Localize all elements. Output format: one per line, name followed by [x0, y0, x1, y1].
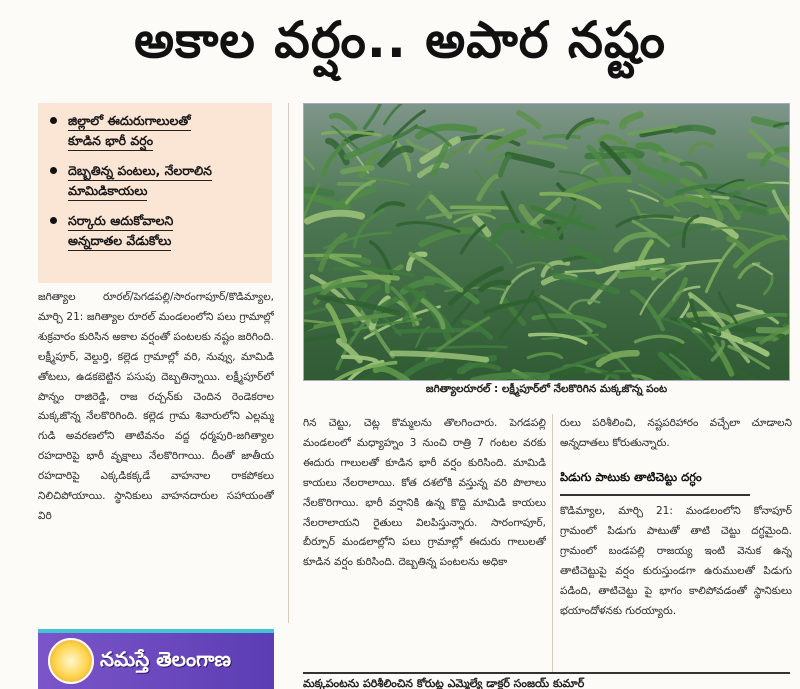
article-column-3-top: రులు పరిశీలించి, నష్టపరిహారం వచ్చేలా చూడాలని అన్నదాతలు కోరుతున్నారు.	[560, 417, 792, 449]
sub-headline-text: పిడుగు పాటుకు తాటిచెట్టు దగ్ధం	[560, 470, 702, 484]
leaf-stroke	[745, 339, 775, 341]
article-column-3-bottom: కొడిమ్యాల, మార్చి 21: మండలంలోని కోనాపూర్ గ్రామంలో పిడుగు పాటుతో తాటి చెట్టు దగ్ధమైంది. గ్రామంలో బండపల్లి రాజయ్య ఇంటి వెనుక ఉన్న తాటిచెట్టుపై వర్షం కురుస్తుండగా ఉరుములతో పిడుగు పడింది, తాటిచెట్టు పై భాగం కాలిపోవడంతో స్థానికులు భయాందోళనకు గురయ్యారు.	[560, 505, 792, 617]
article-column-2: గిన చెట్టు, చెట్ల కొమ్మలను తొలగించారు. పెగడపల్లి మండలంలో మధ్యాహ్నం 3 నుంచి రాత్రి 7 గంటల వరకు ఈదురు గాలులతో కూడిన భారీ వర్షం కురిసింది. మామిడి కాయలు నేలరాలాయి. కోత దశలోకి వస్తున్న వరి పొలాలు నేలకొరిగాయి. భారీ వర్షానికి ఉన్న కొద్ది మామిడి కాయలు నేలరాలాయని రైతులు విలపిస్తున్నారు. సారంగాపూర్, బీర్పూర్ మండలాల్లోని పలు గ్రామాల్లో ఈదురు గాలులతో కూడిన వర్షం కురిసింది. దెబ్బతిన్న పంటలను అధికా	[303, 417, 546, 569]
leaf-stroke	[545, 136, 580, 138]
column-divider	[552, 414, 553, 672]
leaf-stroke	[452, 207, 509, 208]
highlights-box	[38, 103, 272, 283]
deity-emblem-icon	[48, 638, 94, 684]
newspaper-ad-banner	[38, 629, 274, 689]
sub-headline	[560, 466, 792, 496]
page-headline: అకాల వర్షం.. అపార నష్టం	[134, 10, 666, 69]
next-article-strip: మక్కపంటను పరిశీలించిన కోరుట్ల ఎమ్మెల్యే డాక్టర్ సంజయ్ కుమార్	[303, 672, 790, 689]
article-column-1: జగిత్యాల రూరల్/పెగడపల్లి/సారంగాపూర్/కొడిమ్యాల, మార్చి 21: జగిత్యాల రూరల్ మండలంలోని పలు గ్రామాల్లో శుక్రవారం కురిసిన అకాల వర్షంతో పంటలకు నష్టం జరిగింది. లక్ష్మీపూర్, వెల్దుర్తి, కల్లెడ గ్రామాల్లో వరి, నువ్వు, మామిడి తోటలు, ఉడకబెట్టిన పసుపు దెబ్బతిన్నాయి. లక్ష్మీపూర్‌లో పొన్నం రాజిరెడ్డి, రాజ రచ్చన్‌కు చెందిన రెండెకరాల మక్కజొన్న నేలకొరిగింది. కల్లెడ గ్రామ శివారులోని ఎల్లమ్మ గుడి అవరణలోని తాటివనం వద్ద ధర్మపురి-జగిత్యాల రహదారిపై భారీ వృక్షాలు నేలకొరిగాయి. దీంతో జాతీయ రహదారిపై ఎక్కడికక్కడే వాహనాల రాకపోకలు నిలిచిపోయాయి. స్థానికులు వాహనదారుల సహాయంతో విరి	[38, 291, 274, 522]
photo-caption: జగిత్యాలరూరల్ : లక్ష్మీపూర్‌లో నేలకొరిగిన మక్కజొన్న పంట	[425, 383, 668, 395]
sub-headline-rule	[560, 494, 750, 496]
bullet-icon	[50, 117, 57, 124]
ad-brand-text: నమస్తే తెలంగాణ	[100, 646, 232, 671]
highlight-item	[48, 161, 262, 201]
column-divider	[288, 103, 289, 623]
highlight-line: మామిడికాయలు	[68, 181, 147, 201]
bullet-icon	[50, 217, 57, 224]
highlight-line: జిల్లాలో ఈదురుగాలులతో	[68, 111, 191, 131]
leaf-stroke	[769, 209, 790, 212]
leaf-stroke	[304, 190, 332, 193]
leaf-stroke	[620, 273, 663, 276]
highlight-line: కూడిన భారీ వర్షం	[68, 131, 153, 151]
highlight-line: సర్కారు ఆదుకోవాలని	[68, 211, 173, 231]
highlight-item	[48, 111, 262, 151]
highlight-line: దెబ్బతిన్న పంటలు, నేలరాలిన	[68, 161, 212, 181]
bullet-icon	[50, 167, 57, 174]
crop-photo	[303, 103, 790, 381]
highlight-line: అన్నదాతల వేడుకోలు	[68, 231, 171, 251]
leaf-stroke	[726, 185, 774, 188]
fallen-maize-field-image	[304, 104, 790, 381]
highlights-list	[48, 111, 262, 251]
leaf-stroke	[405, 380, 449, 381]
highlight-item	[48, 211, 262, 251]
